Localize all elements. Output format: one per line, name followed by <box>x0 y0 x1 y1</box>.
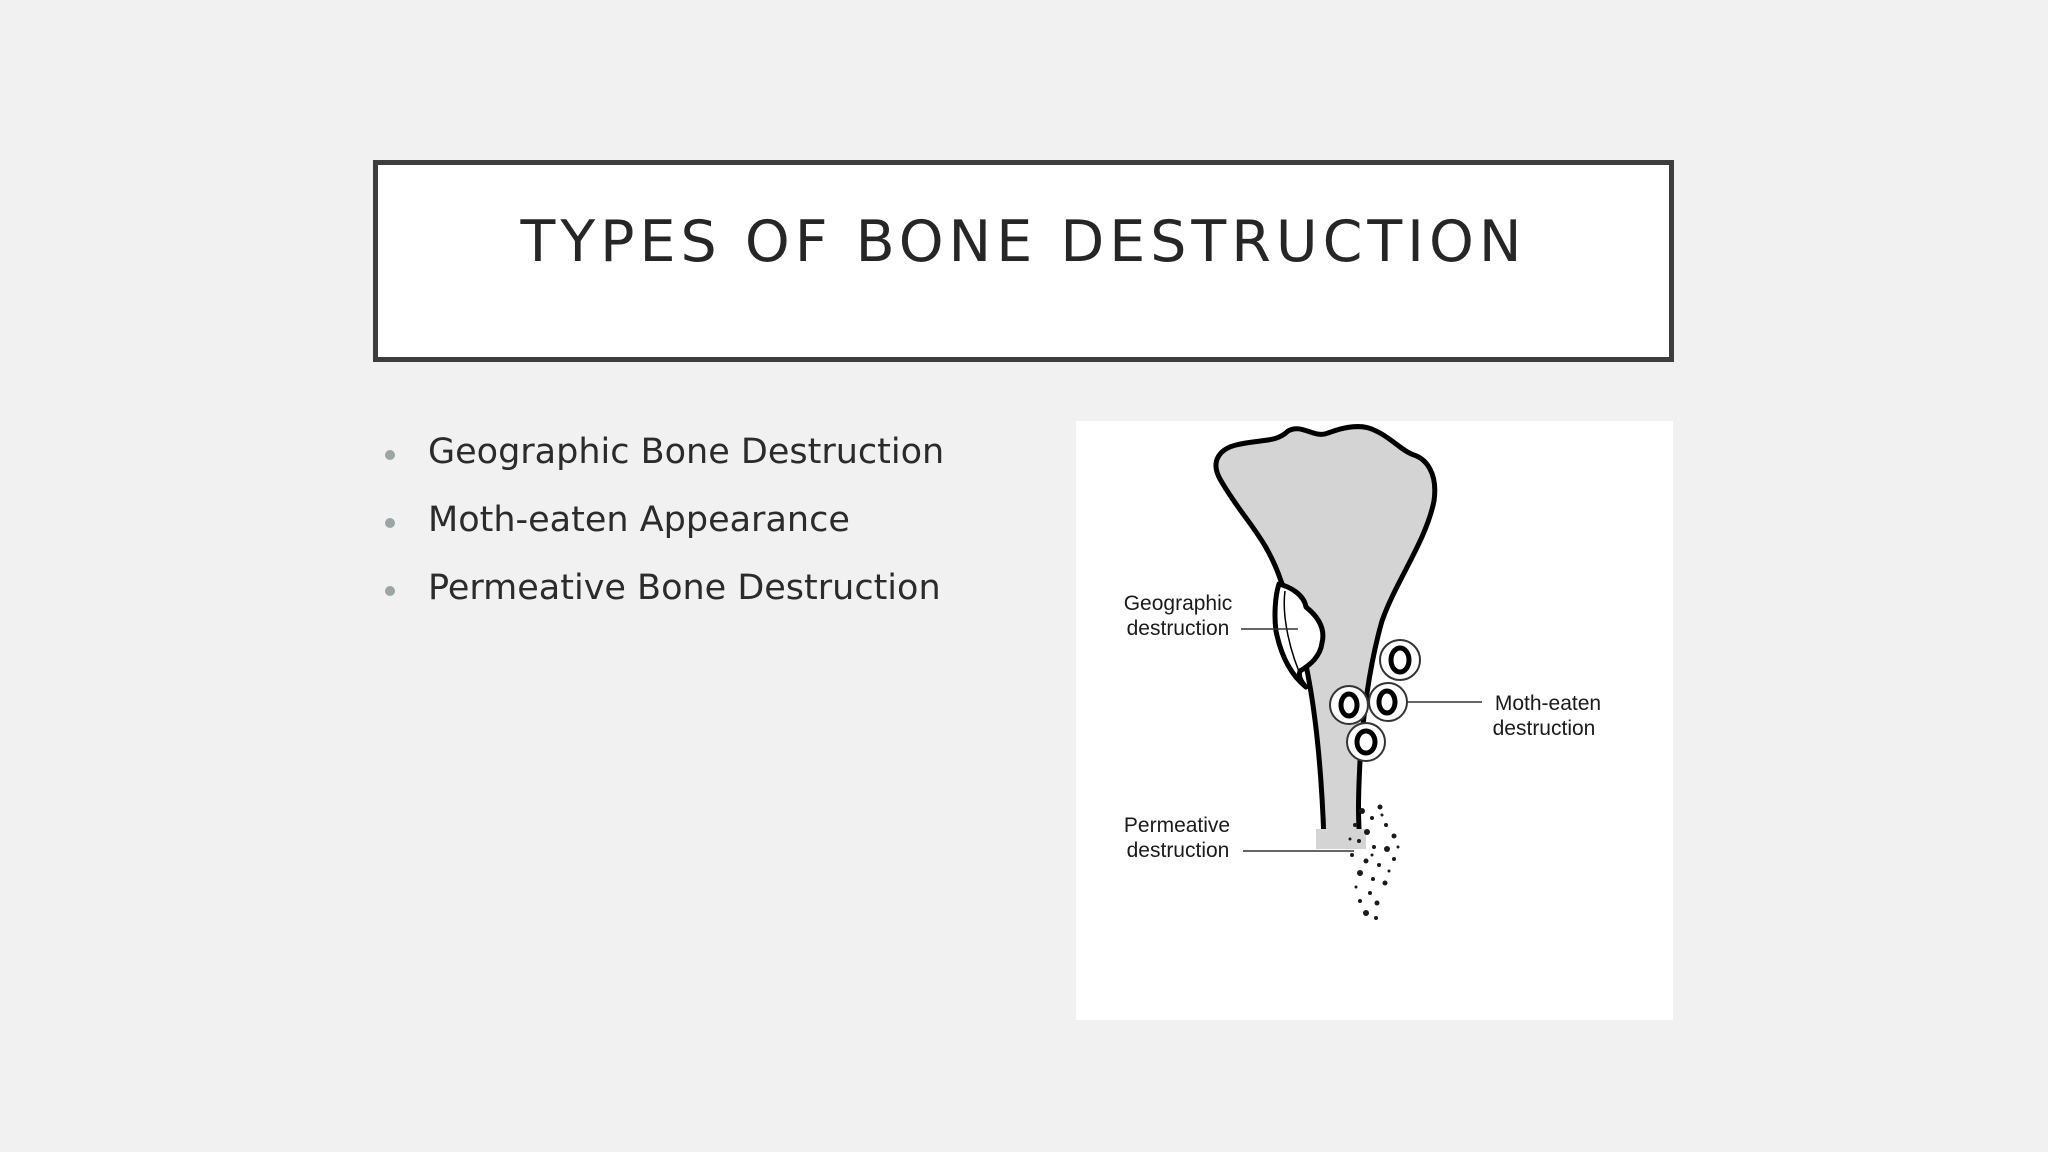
motheaten-label-line2: destruction <box>1492 717 1596 740</box>
bone-outline <box>1216 427 1435 841</box>
motheaten-label-line1: Moth-eaten <box>1494 692 1602 715</box>
bullet-dot-icon <box>385 586 395 596</box>
bullet-dot-icon <box>385 518 395 528</box>
permeative-label-line1: Permeative <box>1123 814 1231 837</box>
geographic-label-line1: Geographic <box>1123 592 1233 615</box>
bullet-text: Moth-eaten Appearance <box>428 500 850 540</box>
bullet-text: Geographic Bone Destruction <box>428 432 945 472</box>
bullet-text: Permeative Bone Destruction <box>428 568 941 608</box>
bone-diagram-panel <box>1076 421 1673 1020</box>
slide-title: TYPES OF BONE DESTRUCTION <box>520 209 1527 275</box>
geographic-label-line2: destruction <box>1126 617 1230 640</box>
bone-diagram <box>1076 421 1673 1020</box>
title-box <box>373 160 1674 362</box>
bullet-dot-icon <box>385 450 395 460</box>
permeative-label-line2: destruction <box>1126 839 1230 862</box>
